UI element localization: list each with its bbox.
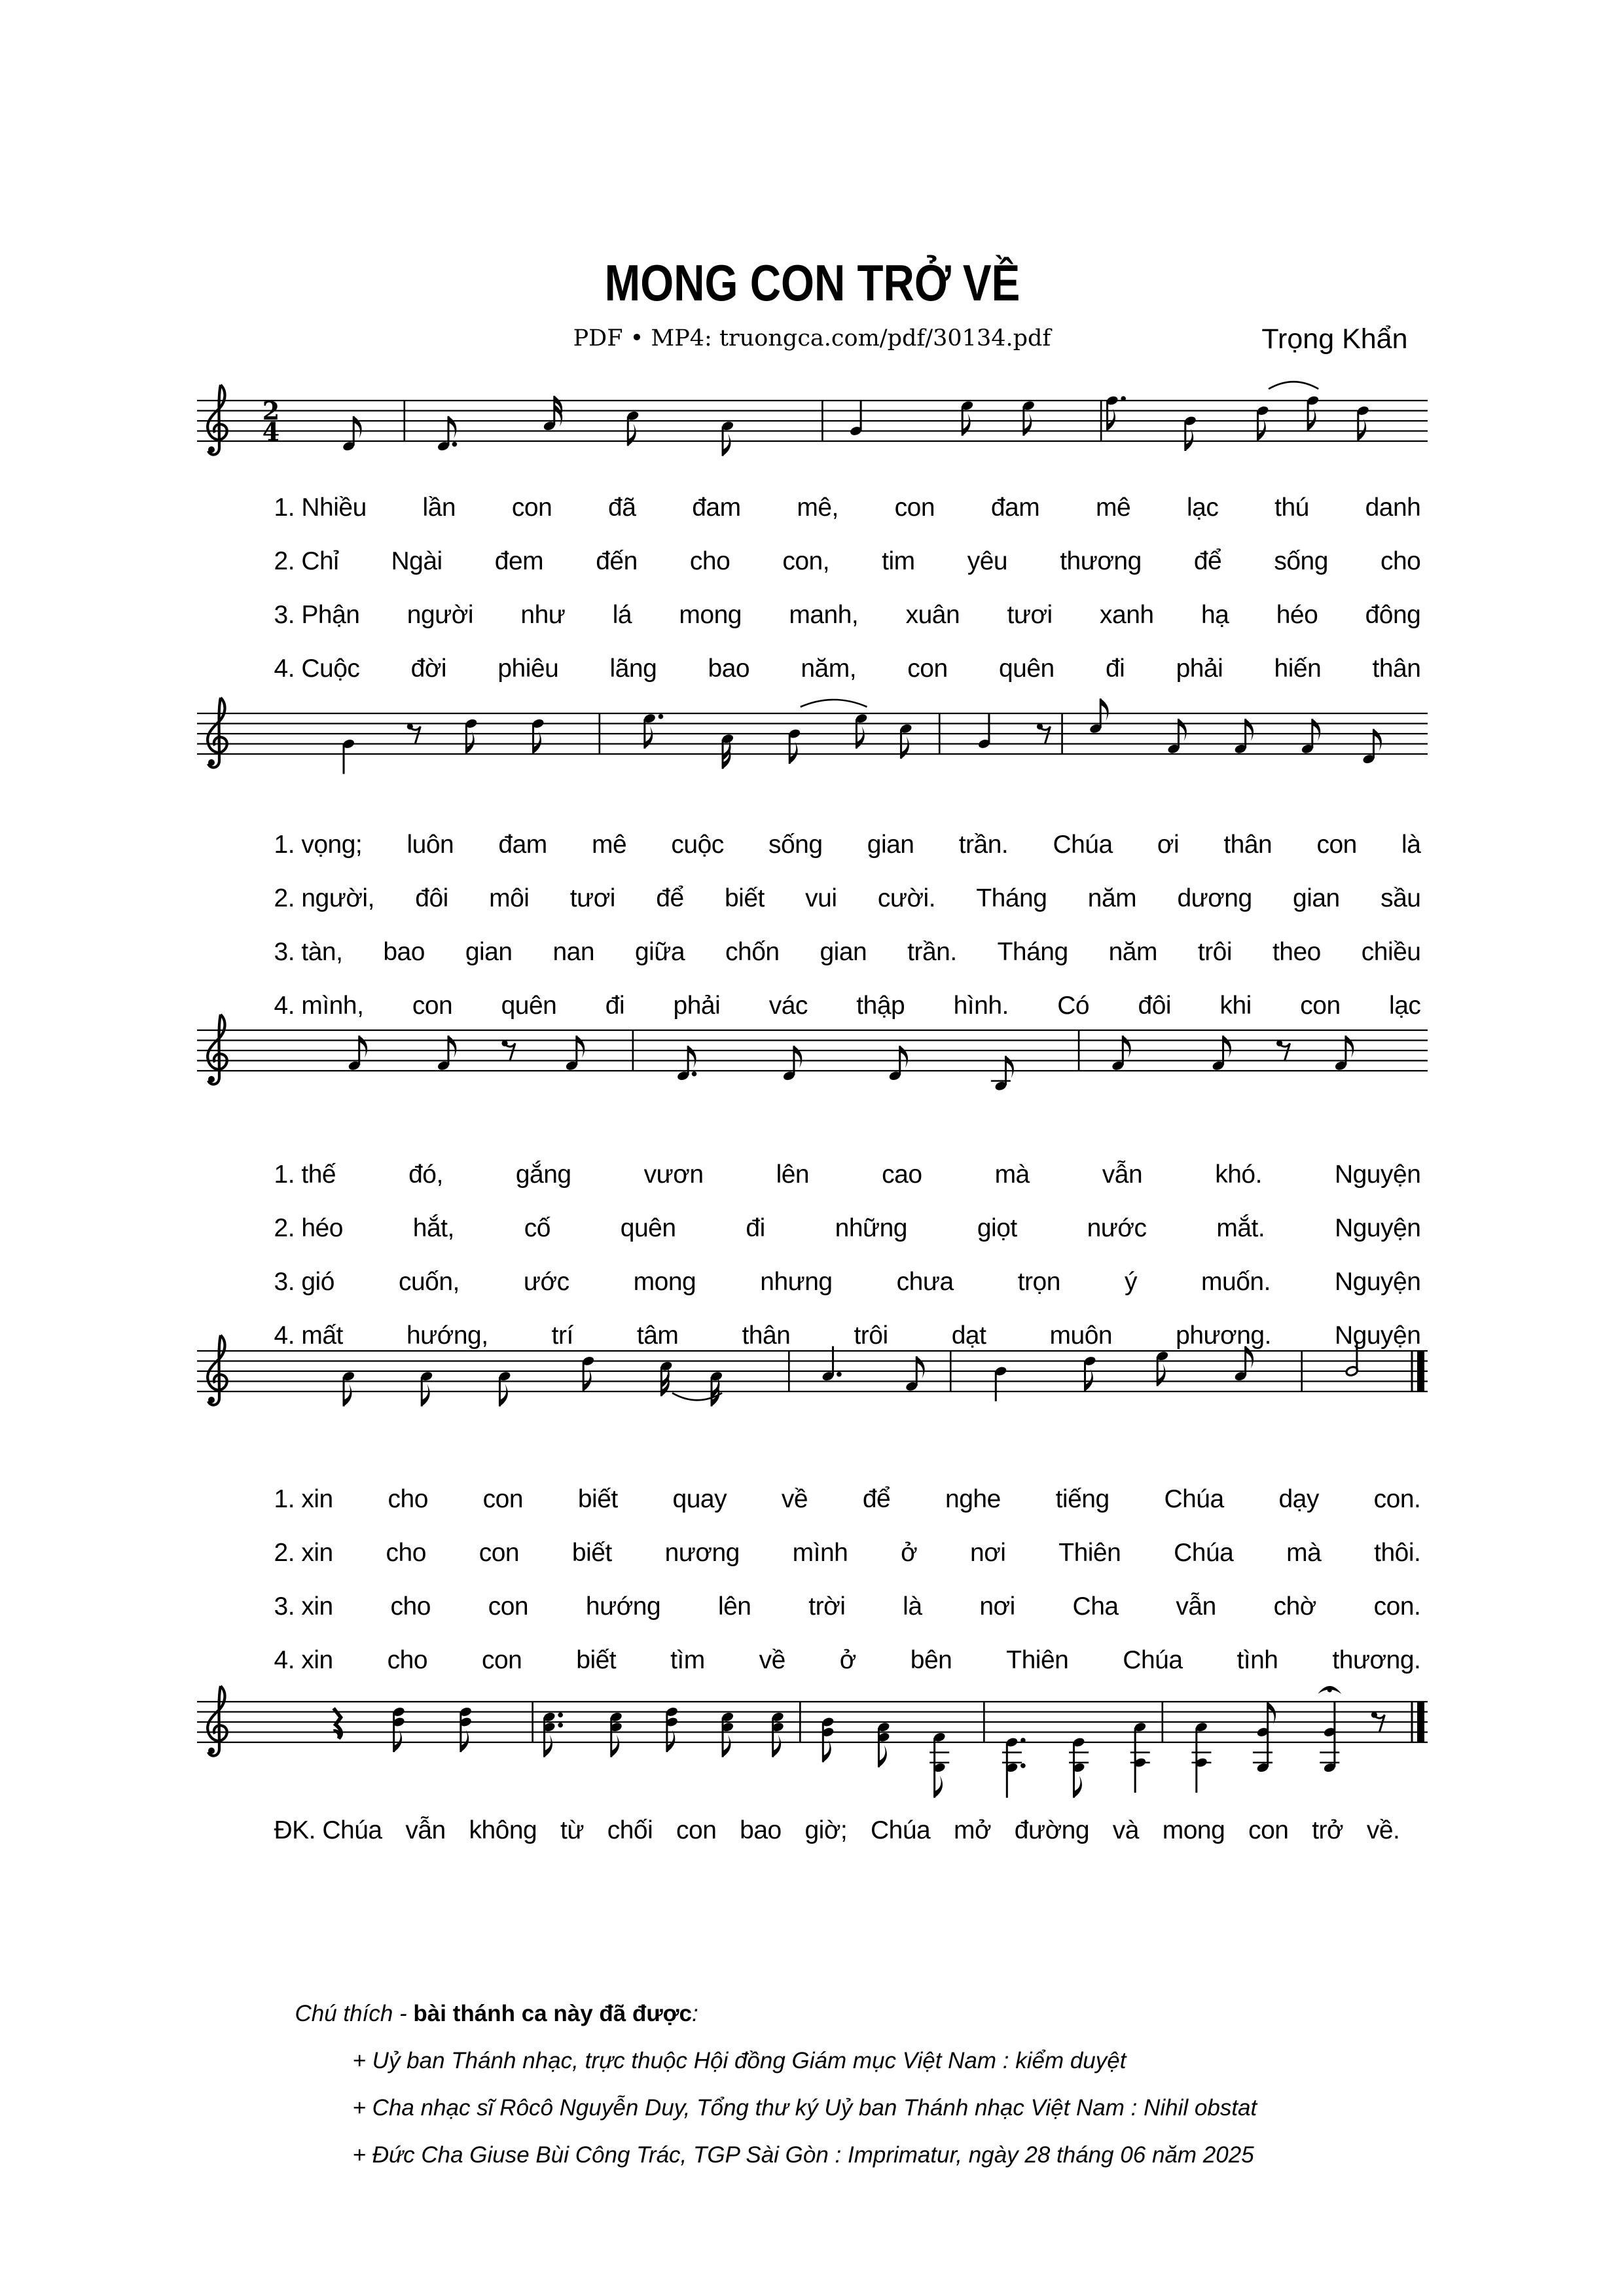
lyric-word: vui — [805, 884, 837, 912]
lyric-line — [197, 544, 1428, 598]
lyric-word: trọn — [1017, 1267, 1060, 1296]
lyric-word: đam — [990, 493, 1040, 522]
lyric-word: tim — [882, 547, 915, 575]
pdf-mp4-link[interactable]: PDF • MP4: truongca.com/pdf/30134.pdf — [573, 325, 1051, 351]
lyric-word: 2. xin — [274, 1538, 333, 1567]
lyric-word: ở — [901, 1538, 918, 1567]
lyric-word: hiến — [1274, 654, 1322, 683]
lyric-word: 3. gió — [274, 1267, 334, 1296]
lyric-word: cười. — [877, 884, 936, 912]
lyric-word: lạc — [1186, 493, 1219, 522]
lyric-word: 2. người, — [274, 884, 374, 912]
lyric-word: mắt. — [1216, 1213, 1265, 1242]
lyric-word: biết — [577, 1484, 618, 1513]
lyric-word: hạ — [1200, 600, 1229, 629]
lyric-line — [197, 1265, 1428, 1318]
lyric-word: ở — [839, 1645, 856, 1674]
lyric-word: quên — [501, 991, 557, 1020]
lyric-word: con — [482, 1484, 524, 1513]
lyric-word: đã — [608, 493, 636, 522]
lyric-word: về. — [1366, 1816, 1400, 1844]
lyric-word: đôi — [1138, 991, 1172, 1020]
lyric-word: con — [511, 493, 552, 522]
footnote-heading — [197, 2001, 1428, 2027]
lyric-line — [197, 1535, 1428, 1589]
lyric-word: quên — [998, 654, 1055, 683]
lyric-word: tươi — [1007, 600, 1053, 629]
staff-notation-1 — [197, 374, 1428, 486]
lyric-word: tiếng — [1055, 1484, 1110, 1513]
lyric-word: mong — [679, 600, 742, 629]
lyric-word: nơi — [979, 1592, 1015, 1621]
lyric-word: hướng, — [406, 1321, 488, 1350]
lyric-word: đôi — [415, 884, 448, 912]
lyric-word: và — [1112, 1816, 1139, 1844]
lyric-word: gắng — [515, 1160, 571, 1189]
lyric-word: gian — [867, 830, 914, 859]
lyric-word: mình — [792, 1538, 848, 1567]
lyric-word: quên — [620, 1213, 676, 1242]
lyric-word: đam — [692, 493, 741, 522]
lyric-line — [197, 827, 1428, 881]
lyric-word: 3. xin — [274, 1592, 333, 1621]
lyric-word: thú — [1274, 493, 1309, 522]
lyric-word: biết — [724, 884, 765, 912]
lyric-word: đam — [498, 830, 547, 859]
lyric-word: thân — [1223, 830, 1272, 859]
lyric-word: vươn — [643, 1160, 704, 1189]
lyric-word: môi — [489, 884, 530, 912]
lyric-word: 1. Nhiều — [274, 493, 367, 522]
lyric-word: con — [478, 1538, 520, 1567]
lyric-word: phiêu — [497, 654, 559, 683]
lyric-word: giọt — [977, 1213, 1017, 1242]
lyric-word: 4. mất — [274, 1321, 343, 1350]
lyric-word: ý — [1124, 1267, 1137, 1296]
lyric-word: tươi — [569, 884, 615, 912]
lyric-word: vẫn — [1102, 1160, 1143, 1189]
lyric-word: nơi — [970, 1538, 1006, 1567]
lyric-word: đông — [1365, 600, 1421, 629]
lyric-word: 1. thế — [274, 1160, 336, 1189]
lyric-line — [197, 1211, 1428, 1265]
lyric-word: 1. vọng; — [274, 830, 363, 859]
lyric-word: xanh — [1100, 600, 1154, 629]
lyric-word: hướng — [585, 1592, 661, 1621]
lyric-word: năm — [1108, 937, 1157, 966]
lyric-word: mở — [953, 1816, 992, 1844]
footnote-line: + Uỷ ban Thánh nhạc, trực thuộc Hội đồng Giám mục Việt Nam : kiểm duyệt — [352, 2047, 1127, 2073]
lyric-word: Chúa — [1174, 1538, 1234, 1567]
lyric-word: để — [656, 884, 684, 912]
lyric-word: mê — [592, 830, 627, 859]
lyric-word: đường — [1014, 1816, 1090, 1844]
lyric-word: héo — [1276, 600, 1318, 629]
lyric-word: cao — [882, 1160, 922, 1189]
lyric-word: thương — [1060, 547, 1142, 575]
verse-block-1 — [197, 490, 1428, 705]
lyric-word: nước — [1087, 1213, 1147, 1242]
lyric-line — [197, 881, 1428, 935]
lyric-word: mong — [1162, 1816, 1225, 1844]
lyric-word: đi — [1105, 654, 1125, 683]
lyric-word: con, — [782, 547, 830, 575]
lyric-word: thân — [742, 1321, 791, 1350]
lyric-word: Thiên — [1006, 1645, 1069, 1674]
lyric-word: con. — [1373, 1484, 1421, 1513]
lyric-word: cho — [386, 1538, 426, 1567]
lyric-word: về — [759, 1645, 785, 1674]
lyric-word: Tháng — [997, 937, 1068, 966]
lyric-word: lên — [717, 1592, 751, 1621]
page-title: MONG CON TRỞ VỀ — [604, 254, 1020, 312]
lyric-word: 4. mình, — [274, 991, 364, 1020]
lyric-word: ĐK. Chúa — [274, 1816, 382, 1844]
lyric-word: lần — [422, 493, 456, 522]
lyric-word: người — [406, 600, 474, 629]
lyric-word: Chúa — [870, 1816, 931, 1844]
lyric-word: những — [835, 1213, 907, 1242]
footnote-line: + Cha nhạc sĩ Rôcô Nguyễn Duy, Tổng thư ký Uỷ ban Thánh nhạc Việt Nam : Nihil obstat — [352, 2094, 1257, 2121]
lyric-word: đi — [746, 1213, 765, 1242]
lyric-word: đến — [596, 547, 638, 575]
lyric-word: cố — [524, 1213, 550, 1242]
lyric-word: chối — [607, 1816, 653, 1844]
lyric-word: 4. Cuộc — [274, 654, 360, 683]
lyric-word: cho — [388, 1484, 428, 1513]
lyric-word: sống — [1274, 547, 1328, 575]
svg-text:4: 4 — [262, 416, 280, 446]
lyric-word: danh — [1365, 493, 1421, 522]
lyric-word: Nguyện — [1334, 1160, 1421, 1189]
lyric-word: nương — [664, 1538, 740, 1567]
lyric-word: biết — [576, 1645, 617, 1674]
score-body — [197, 374, 1428, 1867]
lyric-word: để — [1193, 547, 1222, 575]
lyric-word: đem — [494, 547, 544, 575]
lyric-word: luôn — [406, 830, 454, 859]
staff-system-4 — [197, 1325, 1428, 1696]
lyric-word: Ngài — [391, 547, 442, 575]
lyric-word: mê, — [797, 493, 839, 522]
lyric-word: mà — [1286, 1538, 1322, 1567]
lyric-word: Nguyện — [1335, 1321, 1421, 1350]
lyric-word: sầu — [1380, 884, 1421, 912]
lyric-word: Cha — [1072, 1592, 1119, 1621]
lyric-word: trần. — [958, 830, 1009, 859]
lyric-word: tìm — [670, 1645, 705, 1674]
lyric-word: Tháng — [976, 884, 1047, 912]
score-header — [197, 0, 1428, 357]
lyric-line — [197, 1813, 1428, 1867]
lyric-word: ước — [523, 1267, 569, 1296]
lyric-word: mê — [1096, 493, 1131, 522]
lyric-word: là — [903, 1592, 922, 1621]
footnotes — [197, 2001, 1428, 2168]
lyric-word: không — [469, 1816, 537, 1844]
lyric-word: con — [676, 1816, 717, 1844]
lyric-word: trí — [551, 1321, 573, 1350]
lyric-word: cho — [387, 1645, 428, 1674]
staff-system-5 — [197, 1676, 1428, 1867]
lyric-word: con — [1300, 991, 1341, 1020]
lyric-word: phải — [673, 991, 721, 1020]
lyric-word: 3. Phận — [274, 600, 360, 629]
lyric-word: Chúa — [1123, 1645, 1183, 1674]
verse-block-4 — [197, 1482, 1428, 1696]
lyric-word: trần. — [907, 937, 957, 966]
lyric-word: thập — [856, 991, 905, 1020]
lyric-word: yêu — [967, 547, 1008, 575]
lyric-line — [197, 1482, 1428, 1535]
lyric-word: năm, — [801, 654, 857, 683]
lyric-word: con — [488, 1592, 529, 1621]
lyric-word: theo — [1272, 937, 1321, 966]
lyric-word: tình — [1236, 1645, 1278, 1674]
lyric-word: Nguyện — [1335, 1213, 1421, 1242]
lyric-word: trôi — [854, 1321, 888, 1350]
lyric-word: con. — [1373, 1592, 1421, 1621]
lyric-word: dạt — [951, 1321, 986, 1350]
lyric-word: con — [1316, 830, 1357, 859]
lyric-word: Có — [1057, 991, 1090, 1020]
lyric-word: con — [907, 654, 948, 683]
lyric-word: biết — [571, 1538, 612, 1567]
lyric-word: trôi — [1197, 937, 1233, 966]
lyric-word: quay — [672, 1484, 727, 1513]
lyric-word: đó, — [408, 1160, 443, 1189]
lyric-word: vác — [768, 991, 808, 1020]
lyric-word: Nguyện — [1334, 1267, 1421, 1296]
lyric-word: lạc — [1389, 991, 1421, 1020]
lyric-word: manh, — [789, 600, 859, 629]
lyric-word: con — [412, 991, 453, 1020]
lyric-word: thôi. — [1374, 1538, 1421, 1567]
lyric-word: như — [520, 600, 566, 629]
lyric-word: ơi — [1157, 830, 1180, 859]
lyric-line — [197, 490, 1428, 544]
lyric-word: dương — [1177, 884, 1252, 912]
lyric-word: lá — [612, 600, 632, 629]
lyric-word: sống — [768, 830, 823, 859]
lyric-word: 3. tàn, — [274, 937, 343, 966]
staff-notation-5 — [197, 1676, 1428, 1833]
lyric-word: đời — [410, 654, 447, 683]
lyric-word: con — [1248, 1816, 1289, 1844]
lyric-word: Chúa — [1053, 830, 1113, 859]
lyric-word: cho — [689, 547, 731, 575]
lyric-word: gian — [1293, 884, 1340, 912]
lyric-word: trở — [1312, 1816, 1344, 1844]
footnote-colon: : — [692, 2000, 698, 2026]
lyric-word: gian — [820, 937, 867, 966]
lyric-word: trời — [808, 1592, 846, 1621]
lyric-word: muốn. — [1201, 1267, 1271, 1296]
lyric-word: chờ — [1273, 1592, 1316, 1621]
lyric-word: phải — [1176, 654, 1223, 683]
lyric-word: nan — [552, 937, 595, 966]
lyric-word: gian — [465, 937, 513, 966]
footnote-label: Chú thích - — [295, 2000, 414, 2026]
lyric-word: 4. xin — [274, 1645, 333, 1674]
lyric-word: giờ; — [804, 1816, 848, 1844]
lyric-word: bao — [383, 937, 425, 966]
lyric-line — [197, 1157, 1428, 1211]
lyric-word: để — [862, 1484, 891, 1513]
lyric-word: giữa — [634, 937, 685, 966]
lyric-line — [197, 1589, 1428, 1643]
svg-text:2: 2 — [262, 395, 280, 425]
chorus-block — [197, 1813, 1428, 1867]
staff-system-3 — [197, 1004, 1428, 1372]
staff-notation-2 — [197, 687, 1428, 798]
lyric-word: muôn — [1049, 1321, 1113, 1350]
footnote-label-bold: bài thánh ca này đã được — [413, 2000, 693, 2026]
lyric-word: hắt, — [412, 1213, 454, 1242]
footnote-lines — [197, 2048, 1428, 2168]
lyric-word: bao — [708, 654, 750, 683]
lyric-word: chưa — [896, 1267, 954, 1296]
staff-system-2 — [197, 687, 1428, 1042]
lyric-word: Thiên — [1058, 1538, 1121, 1567]
lyric-word: cuộc — [671, 830, 724, 859]
lyric-word: 2. héo — [274, 1213, 343, 1242]
lyric-word: 2. Chỉ — [274, 547, 339, 575]
lyric-word: dạy — [1278, 1484, 1319, 1513]
lyric-word: năm — [1087, 884, 1137, 912]
lyric-word: khi — [1219, 991, 1252, 1020]
lyric-word: về — [781, 1484, 808, 1513]
lyric-word: mong — [633, 1267, 696, 1296]
lyric-word: mà — [994, 1160, 1030, 1189]
lyric-word: là — [1401, 830, 1421, 859]
lyric-word: Chúa — [1164, 1484, 1224, 1513]
lyric-word: con — [481, 1645, 522, 1674]
lyric-word: chốn — [725, 937, 780, 966]
lyric-line — [197, 935, 1428, 988]
lyric-line — [197, 598, 1428, 651]
lyric-word: phương. — [1176, 1321, 1271, 1350]
lyric-word: cuốn, — [398, 1267, 460, 1296]
lyric-word: con — [894, 493, 935, 522]
lyric-word: cho — [1380, 547, 1421, 575]
lyric-word: đi — [605, 991, 625, 1020]
lyric-word: bao — [740, 1816, 782, 1844]
staff-system-1 — [197, 374, 1428, 705]
lyric-word: thân — [1372, 654, 1421, 683]
footnote-line: + Đức Cha Giuse Bùi Công Trác, TGP Sài Gòn : Imprimatur, ngày 28 tháng 06 năm 2025 — [352, 2142, 1254, 2168]
lyric-word: xuân — [905, 600, 960, 629]
lyric-word: chiều — [1361, 937, 1421, 966]
lyric-word: bên — [910, 1645, 952, 1674]
lyric-word: 1. xin — [274, 1484, 333, 1513]
lyric-word: lãng — [609, 654, 657, 683]
lyric-word: nhưng — [760, 1267, 833, 1296]
lyric-word: tâm — [636, 1321, 679, 1350]
lyric-word: cho — [390, 1592, 431, 1621]
lyric-word: hình. — [953, 991, 1009, 1020]
lyric-word: vẫn — [1176, 1592, 1216, 1621]
lyric-word: thương. — [1332, 1645, 1421, 1674]
lyric-word: vẫn — [405, 1816, 446, 1844]
lyric-word: khó. — [1215, 1160, 1262, 1189]
lyric-word: lên — [776, 1160, 810, 1189]
composer-name: Trọng Khẩn — [1261, 323, 1408, 355]
lyric-word: nghe — [945, 1484, 1001, 1513]
lyric-word: từ — [560, 1816, 584, 1844]
